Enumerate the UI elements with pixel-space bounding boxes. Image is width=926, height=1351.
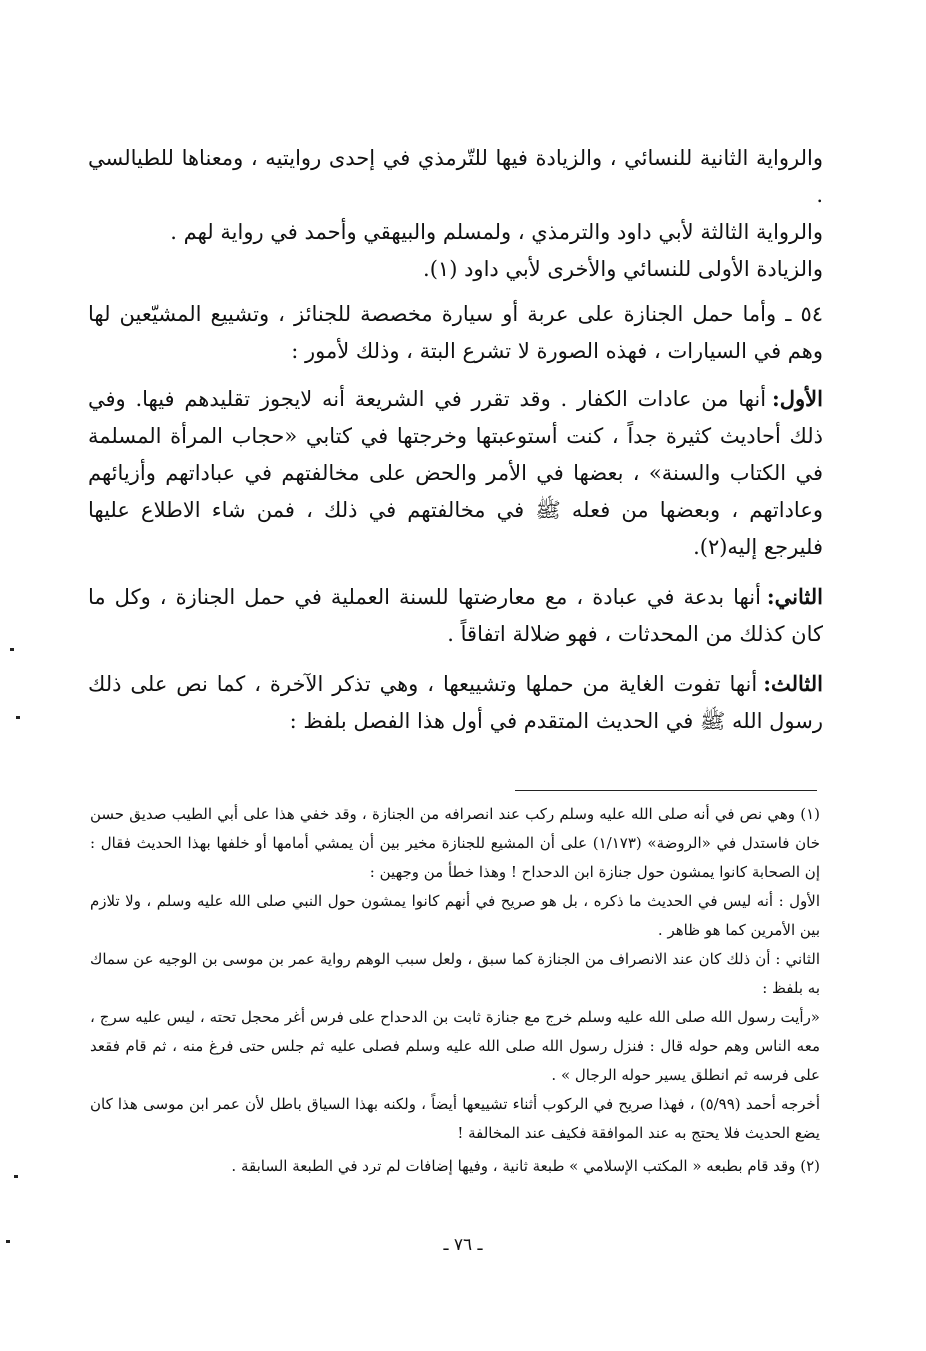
footnote-1-quote: «رأيت رسول الله صلى الله عليه وسلم خرج مع جنازة ثابت بن الدحداح على فرس أغر محجل تحته ، ليس عليه سرج ، معه الناس وهم حوله قال : فنزل رسول الله صلى الله عليه وسلم فصلى عليه ثم جلس حتى فرغ منه ، ثم قام فقعد على فرسه ثم انطلق يسير حوله الرجال » . [90, 1008, 820, 1084]
second-reason-heading: الثاني: [766, 584, 823, 609]
narration-paragraph [88, 140, 823, 288]
first-reason-text: أنها من عادات الكفار . وقد تقرر في الشريعة أنه لايجوز تقليدهم فيها. وفي ذلك أحاديث كثيرة جداً ، كنت أستوعبتها وخرجتها في كتابي «حجاب المرأة المسلمة في الكتاب والسنة» ، بعضها في الأمر والحض على مخالفتهم في عباداتهم وأزيائهم وعاداتهم ، وبعضها من فعله ﷺ في مخالفتهم في ذلك ، فمن شاء الاطلاع عليها فليرجع إليه(٢). [88, 387, 823, 559]
page-number: ـ ٧٦ ـ [443, 1235, 483, 1255]
footnotes [90, 800, 820, 1181]
third-reason-heading: الثالث: [763, 671, 823, 696]
section-54-paragraph: ٥٤ ـ وأما حمل الجنازة على عربة أو سيارة مخصصة للجنائز ، وتشييع المشيّعين لها وهم في السيارات ، فهذه الصورة لا تشرع البتة ، وذلك لأمور : [88, 302, 823, 363]
narration-line-3: والزيادة الأولى للنسائي والأخرى لأبي داود (١). [423, 257, 823, 281]
narration-line-2: والرواية الثالثة لأبي داود والترمذي ، ولمسلم والبيهقي وأحمد في رواية لهم . [170, 220, 823, 244]
footnote-2: (٢) وقد قام بطبعه « المكتب الإسلامي » طبعة ثانية ، وفيها إضافات لم ترد في الطبعة السابقة . [231, 1157, 820, 1175]
narration-line-1: والرواية الثانية للنسائي ، والزيادة فيها للتّرمذي في إحدى روايتيه ، ومعناها للطيالسي . [88, 146, 823, 207]
second-reason-paragraph [88, 578, 823, 653]
scan-speck [16, 716, 20, 719]
main-text [88, 140, 823, 740]
footnote-1-second-point: الثاني : أن ذلك كان عند الانصراف من الجنازة كما سبق ، ولعل سبب الوهم رواية عمر بن موسى بن الوجيه عن سماك به بلفظ : [90, 950, 820, 997]
footnote-1-takhrij: أخرجه أحمد (٥/٩٩) ، فهذا صريح في الركوب أثناء تشييعها أيضاً ، ولكنه بهذا السياق باطل لأن عمر ابن موسى هذا كان يضع الحديث فلا يحتج به عند الموافقة فكيف عند المخالفة ! [90, 1095, 820, 1142]
scan-speck [6, 1240, 10, 1243]
footnote-divider [515, 790, 817, 791]
footnote-1: (١) وهي نص في أنه صلى الله عليه وسلم ركب عند انصرافه من الجنازة ، وقد خفي هذا على أبي الطيب صديق حسن خان فاستدل في «الروضة» (١/١٧٣) على أن المشيع للجنازة مخير بين أن يمشي أمامها أو خلفها بهذا الحديث فقال : إن الصحابة كانوا يمشون حول جنازة ابن الدحداح ! وهذا خطأ من وجهين : [90, 805, 820, 881]
third-reason-paragraph [88, 665, 823, 740]
footnote-1-first-point: الأول : أنه ليس في الحديث ما ذكره ، بل هو صريح في أنهم كانوا يمشون حول النبي صلى الله عليه وسلم ، ولا تلازم بين الأمرين كما هو ظاهر . [90, 892, 820, 939]
first-reason-paragraph [88, 380, 823, 566]
third-reason-text: أنها تفوت الغاية من حملها وتشييعها ، وهي تذكر الآخرة ، كما نص على ذلك رسول الله ﷺ في الحديث المتقدم في أول هذا الفصل بلفظ : [88, 672, 823, 733]
scan-speck [10, 648, 14, 651]
second-reason-text: أنها بدعة في عبادة ، مع معارضتها للسنة العملية في حمل الجنازة ، وكل ما كان كذلك من المحدثات ، فهو ضلالة اتفاقاً . [88, 585, 823, 646]
first-reason-heading: الأول: [772, 386, 823, 411]
scan-speck [14, 1175, 18, 1178]
